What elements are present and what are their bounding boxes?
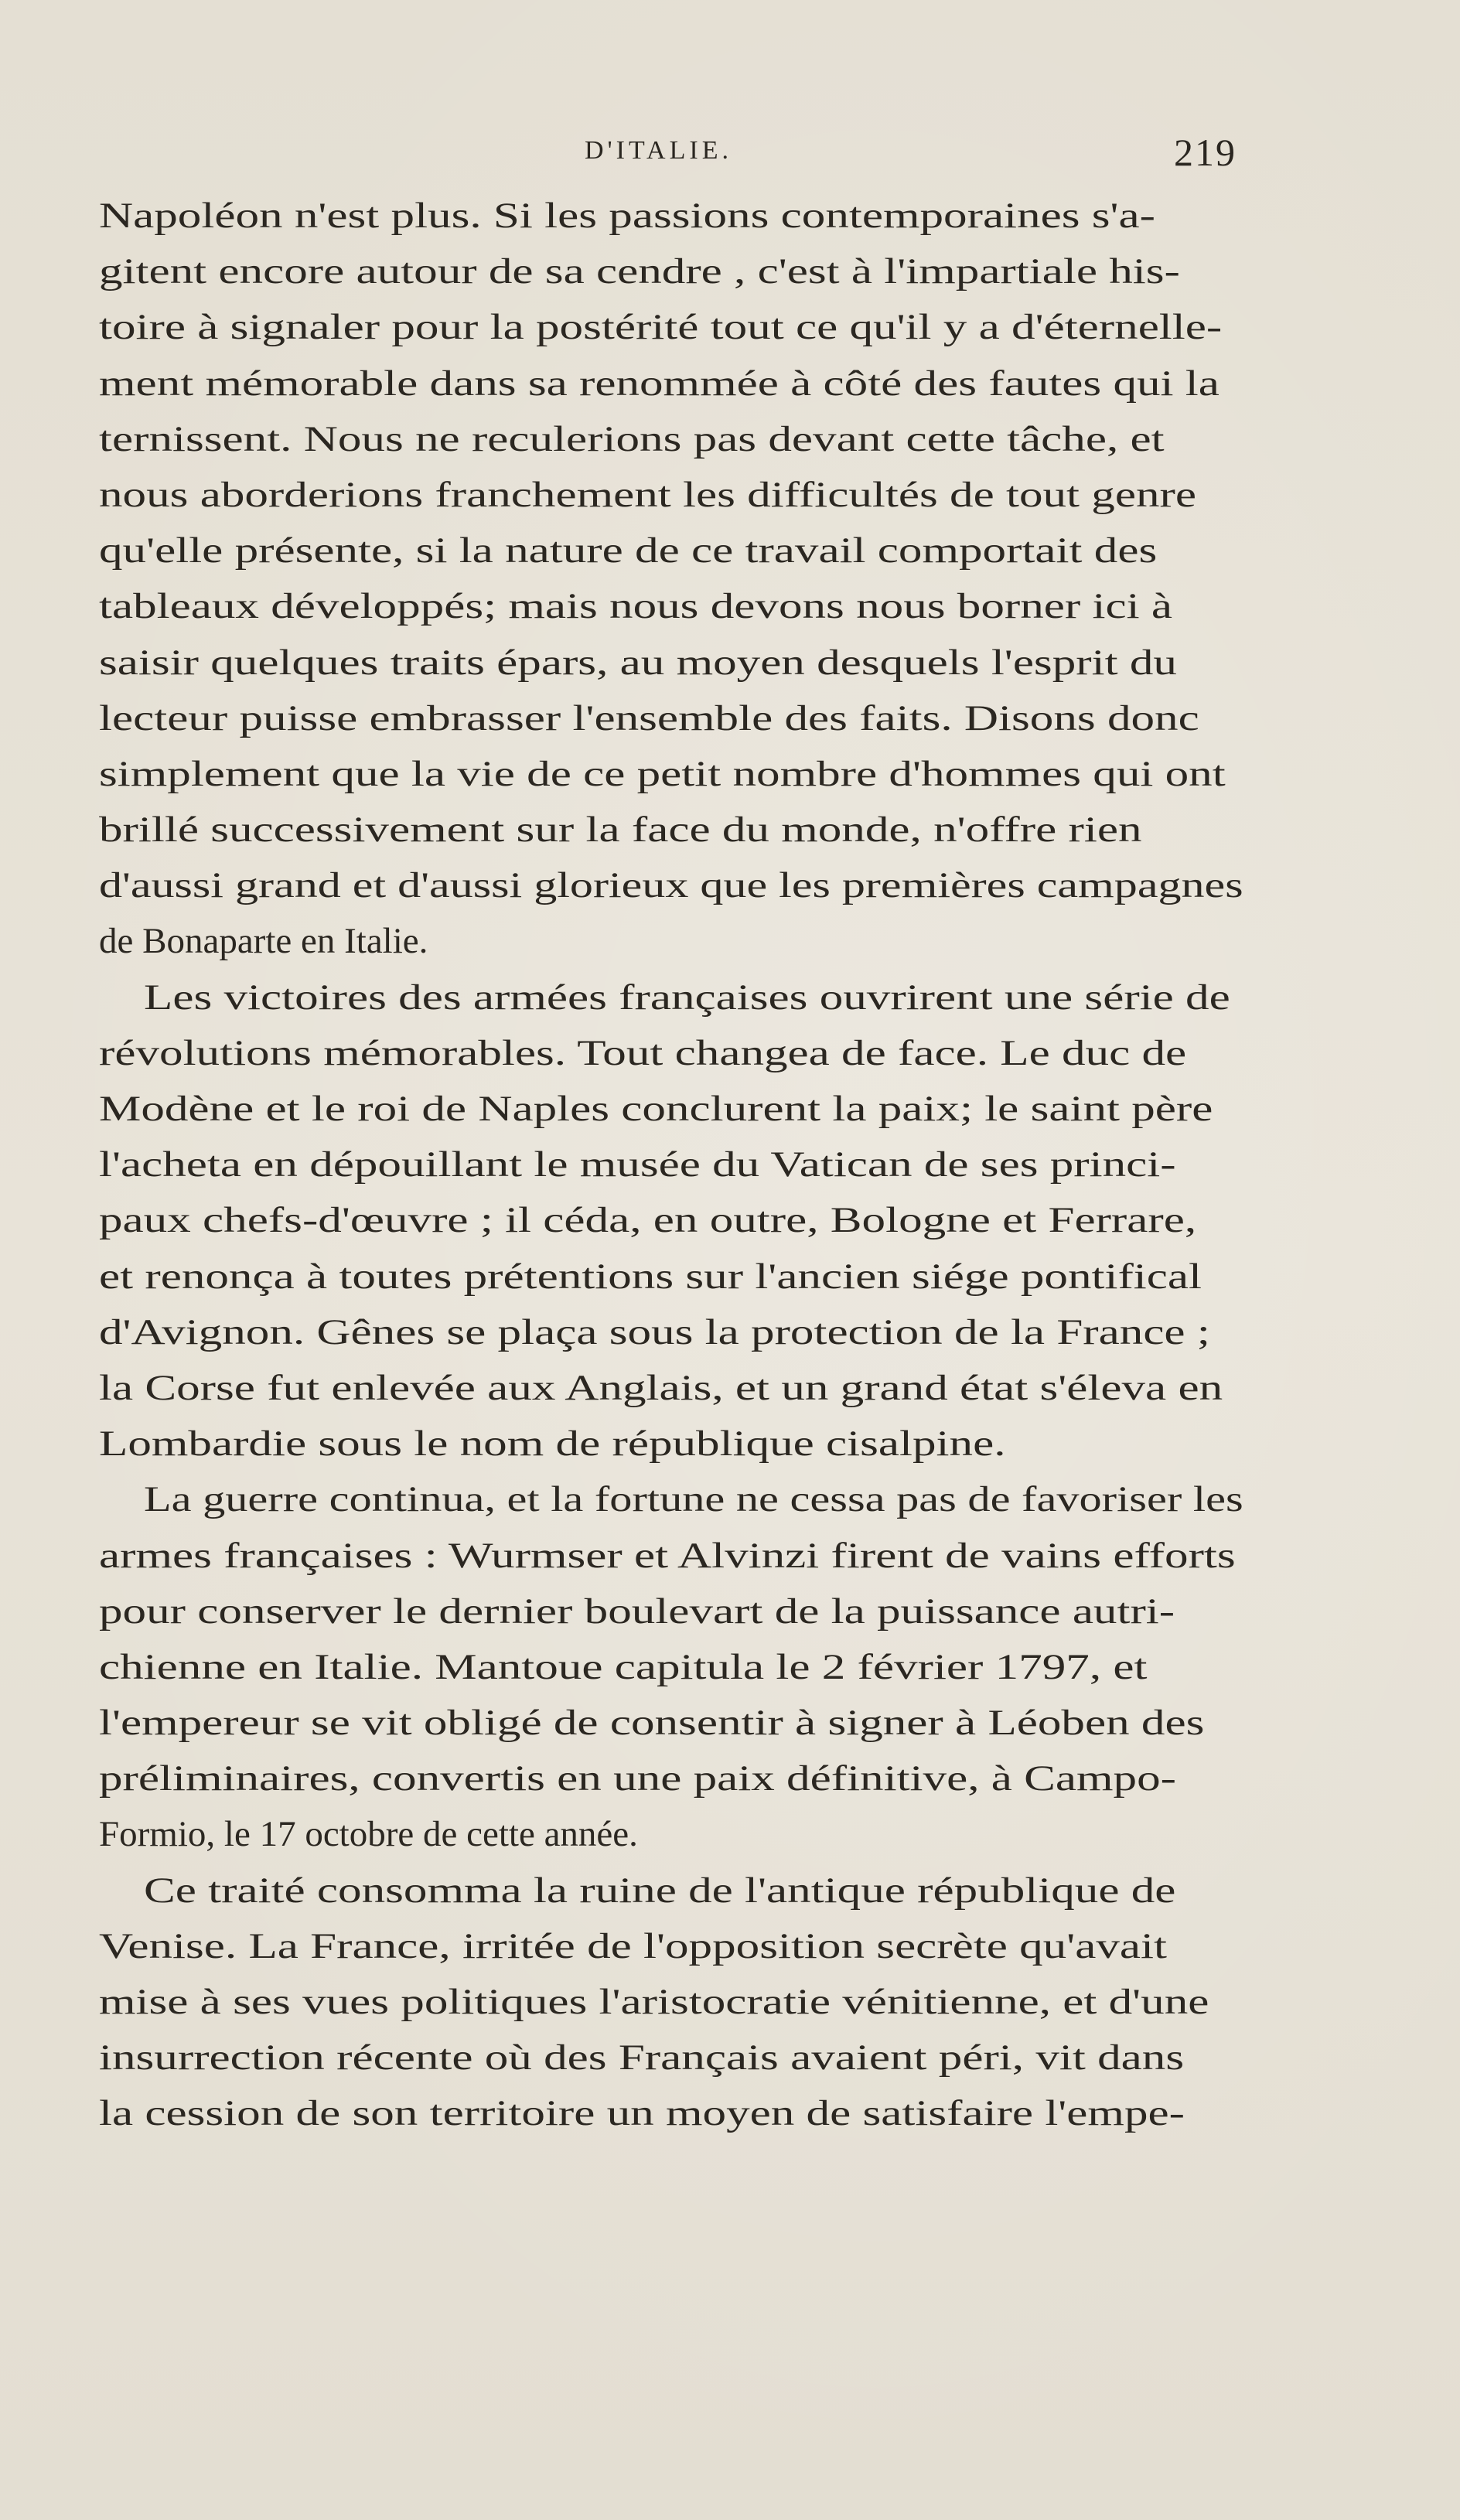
text-line-content: insurrection récente où des Français avaient péri, vit dans: [99, 2037, 1185, 2078]
text-line-content: de Bonaparte en Italie.: [99, 921, 428, 962]
body-text: [99, 188, 1243, 2142]
text-line-content: saisir quelques traits épars, au moyen desquels l'esprit du: [99, 642, 1177, 683]
text-line: [99, 913, 1243, 969]
running-title: D'ITALIE.: [585, 136, 732, 165]
text-line: [99, 1751, 1243, 1806]
text-line-content: ment mémorable dans sa renommée à côté des fautes qui la: [99, 363, 1220, 404]
text-line-content: Napoléon n'est plus. Si les passions contemporaines s'a-: [99, 196, 1156, 236]
text-line-content: ternissent. Nous ne reculerions pas devant cette tâche, et: [99, 418, 1165, 459]
text-line-content: tableaux développés; mais nous devons nous borner ici à: [99, 586, 1173, 627]
text-line-content: paux chefs-d'œuvre ; il céda, en outre, Bologne et Ferrare,: [99, 1200, 1197, 1241]
text-line: [99, 970, 1243, 1025]
text-line: [99, 299, 1243, 355]
text-line: [99, 2085, 1243, 2141]
text-line: [99, 523, 1243, 578]
text-line: [99, 1695, 1243, 1751]
text-line-content: Les victoires des armées françaises ouvrirent une série de: [144, 977, 1230, 1018]
text-line-content: révolutions mémorables. Tout changea de face. Le duc de: [99, 1032, 1187, 1073]
text-line-content: d'Avignon. Gênes se plaça sous la protection de la France ;: [99, 1311, 1210, 1352]
text-line-content: nous aborderions franchement les difficultés de tout genre: [99, 474, 1197, 515]
text-line: [99, 1974, 1243, 2030]
text-line-content: d'aussi grand et d'aussi glorieux que les premières campagnes: [99, 865, 1243, 906]
text-line-content: simplement que la vie de ce petit nombre d'hommes qui ont: [99, 753, 1226, 794]
text-line-content: La guerre continua, et la fortune ne cessa pas de favoriser les: [144, 1479, 1243, 1520]
running-head: [0, 131, 1460, 178]
text-line-content: l'acheta en dépouillant le musée du Vatican de ses princi-: [99, 1144, 1176, 1185]
text-line: [99, 1192, 1243, 1248]
text-line-content: la cession de son territoire un moyen de satisfaire l'empe-: [99, 2093, 1185, 2134]
text-line: [99, 188, 1243, 244]
text-line: [99, 1471, 1243, 1527]
text-line-content: Ce traité consomma la ruine de l'antique république de: [144, 1870, 1176, 1911]
text-line: [99, 858, 1243, 913]
text-line: [99, 802, 1243, 858]
text-line: [99, 1304, 1243, 1360]
text-line-content: la Corse fut enlevée aux Anglais, et un grand état s'éleva en: [99, 1367, 1223, 1408]
text-line-content: toire à signaler pour la postérité tout ce qu'il y a d'éternelle-: [99, 307, 1223, 348]
text-line: [99, 1863, 1243, 1918]
text-line: [99, 1918, 1243, 1974]
text-line-content: Modène et le roi de Naples conclurent la paix; le saint père: [99, 1089, 1213, 1129]
text-line-content: préliminaires, convertis en une paix définitive, à Campo-: [99, 1758, 1176, 1799]
text-line-content: Formio, le 17 octobre de cette année.: [99, 1814, 638, 1855]
text-line-content: brillé successivement sur la face du monde, n'offre rien: [99, 810, 1142, 851]
page-number: 219: [1174, 131, 1237, 174]
text-line-content: l'empereur se vit obligé de consentir à signer à Léoben des: [99, 1703, 1205, 1744]
text-line: [99, 467, 1243, 523]
text-line: [99, 411, 1243, 467]
text-line: [99, 1081, 1243, 1137]
text-line-content: mise à ses vues politiques l'aristocratie vénitienne, et d'une: [99, 1982, 1209, 2022]
text-line: [99, 691, 1243, 746]
text-line-content: lecteur puisse embrasser l'ensemble des faits. Disons donc: [99, 697, 1199, 738]
text-line: [99, 1806, 1243, 1862]
text-line: [99, 1584, 1243, 1639]
text-line: [99, 1249, 1243, 1304]
text-line: [99, 1025, 1243, 1081]
text-line: [99, 1528, 1243, 1584]
text-line-content: et renonça à toutes prétentions sur l'ancien siége pontifical: [99, 1256, 1202, 1297]
text-line: [99, 356, 1243, 411]
text-line: [99, 746, 1243, 802]
text-line-content: pour conserver le dernier boulevart de la puissance autri-: [99, 1591, 1175, 1632]
text-line-content: chienne en Italie. Mantoue capitula le 2 février 1797, et: [99, 1646, 1148, 1687]
text-line: [99, 635, 1243, 691]
text-line-content: gitent encore autour de sa cendre , c'est à l'impartiale his-: [99, 251, 1180, 292]
text-line-content: Lombardie sous le nom de république cisalpine.: [99, 1424, 1006, 1465]
text-line: [99, 1360, 1243, 1416]
text-line: [99, 1639, 1243, 1695]
text-line: [99, 2030, 1243, 2085]
text-line-content: armes françaises : Wurmser et Alvinzi firent de vains efforts: [99, 1535, 1236, 1576]
text-line: [99, 1416, 1243, 1471]
text-line: [99, 578, 1243, 634]
text-line: [99, 1137, 1243, 1192]
text-line: [99, 244, 1243, 299]
text-line-content: Venise. La France, irritée de l'opposition secrète qu'avait: [99, 1925, 1167, 1966]
text-line-content: qu'elle présente, si la nature de ce travail comportait des: [99, 530, 1158, 571]
